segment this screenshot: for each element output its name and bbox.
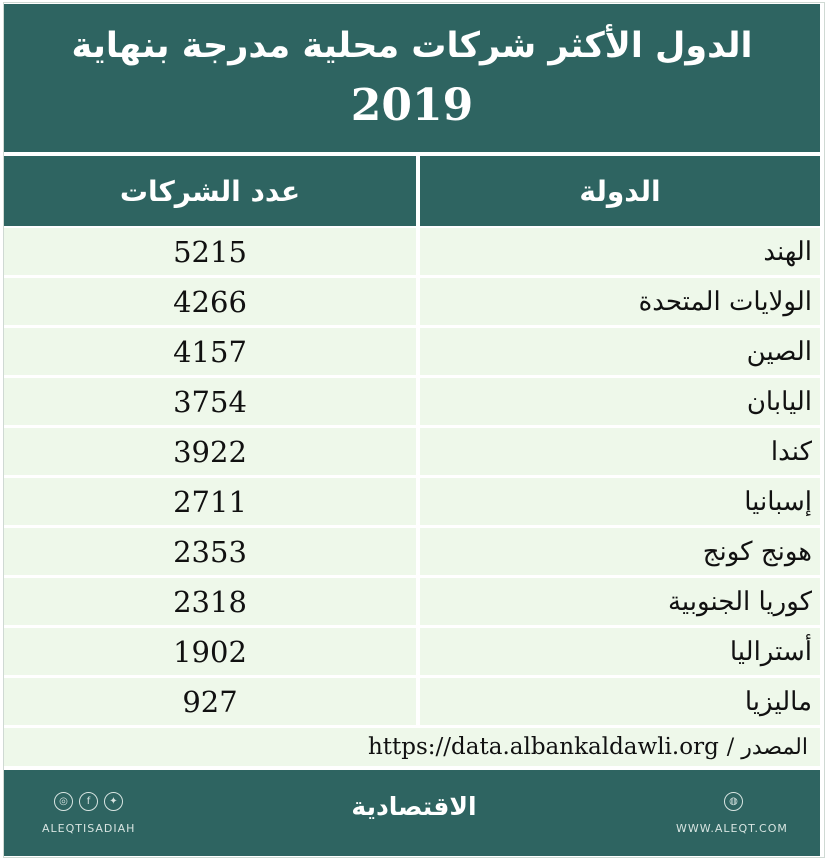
table-row — [4, 478, 820, 525]
table-row — [4, 278, 820, 325]
facebook-icon[interactable]: f — [79, 792, 98, 811]
source-label: المصدر / — [726, 734, 808, 760]
cell-country: اليابان — [746, 386, 812, 417]
table-row — [4, 678, 820, 725]
table-row — [4, 328, 820, 375]
table-body — [4, 228, 820, 728]
footer-bar — [4, 770, 820, 856]
cell-country: هونج كونج — [702, 536, 812, 567]
cell-count: 2711 — [173, 484, 247, 519]
table-row — [4, 428, 820, 475]
cell-count: 2318 — [173, 584, 247, 619]
source-line — [4, 728, 820, 766]
cell-country: كوريا الجنوبية — [667, 586, 812, 617]
title-line-1: الدول الأكثر شركات محلية مدرجة بنهاية — [71, 26, 753, 66]
cell-country: ماليزيا — [744, 686, 812, 717]
title-line-2: 2019 — [350, 80, 474, 131]
globe-icon: ◍ — [724, 792, 743, 811]
publication-logo: الاقتصادية — [351, 792, 477, 821]
social-icons — [54, 792, 123, 811]
table-header — [4, 156, 820, 226]
table-row — [4, 378, 820, 425]
table-row — [4, 578, 820, 625]
cell-count: 3922 — [173, 434, 247, 469]
table-row — [4, 528, 820, 575]
cell-count: 1902 — [173, 634, 247, 669]
instagram-icon[interactable]: ◎ — [54, 792, 73, 811]
social-handle: ALEQTISADIAH — [42, 822, 136, 835]
header-country: الدولة — [579, 174, 661, 208]
website-url: WWW.ALEQT.COM — [676, 822, 788, 835]
cell-count: 5215 — [173, 234, 247, 269]
cell-country: الولايات المتحدة — [638, 286, 812, 317]
cell-country: إسبانيا — [744, 486, 812, 517]
cell-country: كندا — [770, 436, 812, 467]
table-row — [4, 628, 820, 675]
cell-count: 4157 — [173, 334, 247, 369]
chart-title — [4, 4, 820, 152]
twitter-icon[interactable]: ✦ — [104, 792, 123, 811]
cell-count: 3754 — [173, 384, 247, 419]
cell-count: 927 — [182, 684, 238, 719]
cell-country: أستراليا — [729, 636, 812, 667]
cell-count: 4266 — [173, 284, 247, 319]
cell-country: الهند — [763, 236, 812, 267]
cell-count: 2353 — [173, 534, 247, 569]
header-count: عدد الشركات — [119, 174, 301, 208]
cell-country: الصين — [746, 336, 812, 367]
source-url: https://data.albankaldawli.org — [367, 734, 719, 760]
table-row — [4, 228, 820, 275]
